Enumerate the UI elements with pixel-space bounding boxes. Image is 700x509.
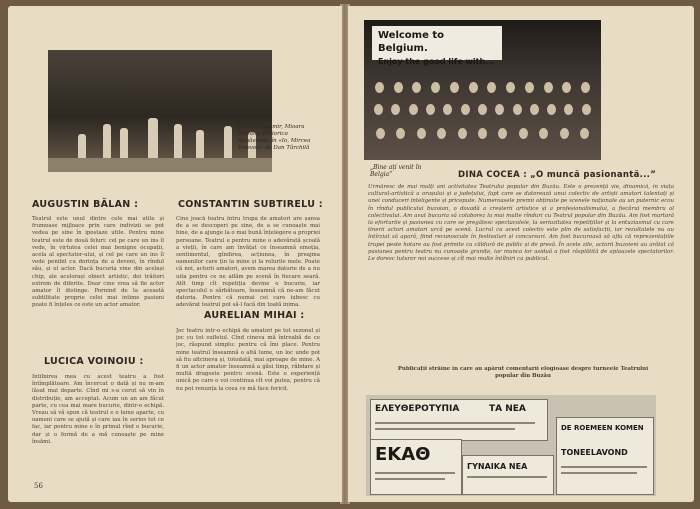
page-number: 56 — [34, 482, 43, 490]
newspaper-title: ΕΚΑΘ — [375, 444, 431, 465]
left-page — [8, 6, 342, 502]
stage-photo-caption: Onița Dragomir, Mioara Olteanu și Viorica Bunăvoiețu în «Io, Mircea Voievod» de Dan Tărchilă — [238, 124, 311, 151]
section-heading-constantin-subtirelu: CONSTANTIN SUBTIRELU : — [178, 199, 323, 210]
newspaper-subtitle: TONEELAVOND — [561, 448, 628, 457]
banner-line-1: Welcome to Belgium. — [378, 30, 445, 54]
right-page — [348, 6, 694, 502]
newspaper-title: ΕΛΕΥΘΕΡΟΤΥΠΙΑ — [375, 404, 460, 414]
section-heading-augustin-balan: AUGUSTIN BĂLAN : — [32, 199, 139, 210]
article-footer: Publicații străine în care au apărut comentarii elogioase despre turneele Teatrului popular din Buzău — [397, 366, 649, 380]
troupe-group-photo — [364, 20, 601, 160]
newspaper-clippings-collage — [366, 395, 656, 496]
newspaper-clipping — [462, 455, 554, 495]
banner-line-2: Enjoy the good life with... — [378, 57, 495, 66]
section-text-lucica-voinoiu: Intîlnirea mea cu acest teatru a fost întîmplătoare. Am încercat o dată și nu m-am lăsat mai departe. Cînd mi s-a cerut să vin în distribuție, am acceptat. Acum un an am făcut parte, cu cea mai mare bucurie, dintr-o echipă. Vreau să vă spun că teatrul e o lume aparte, cu oameni care se ajută și care iau în serios tot ce fac, iar pentru mine e în primul rînd o bucurie, dar și o formă de a mă cunoaște pe mine însămi. — [32, 374, 164, 445]
section-text-constantin-subtirelu: Cine joacă teatru întru trupa de amatori are șansa de a se descoperi pe sine, de a se cunoaște mai bine, de a ajunge la o mai bună înțelegere a propriei persoane. Teatrul e pentru mine o adevărată școală a vieții, în care am învățat ce înseamnă emoția, sentimentul, gîndirea, acțiunea, în preajma oamenilor care țin la mine și la rolurile mele. Poate că noi, actorii amatori, avem marea datorie de a nu uita pentru ce ne aflăm pe scenă în fiecare seară. Atît timp cît repetiția devine o bucurie, iar spectacolul o sărbătoare, înseamnă că ne-am făcut datoria. Pentru că numai cei care iubesc cu adevărat teatrul pot să-l facă din toată inima. — [176, 216, 320, 308]
section-heading-aurelian-mihai: AURELIAN MIHAI : — [204, 310, 305, 321]
section-text-aurelian-mihai: Joc teatru într-o echipă de amatori pe tot sezonul și joc cu tot sufletul. Cînd cineva mă întreabă de ce joc, răspund simplu: pentru că îmi place. Pentru mine teatrul înseamnă o altă lume, un loc unde pot să fiu altcineva și, totodată, mai aproape de mine. A fi un actor amator înseamnă a găsi timp, răbdare și multă dragoste pentru scenă. Este o experiență unică pe care o voi continua cît voi putea, pentru că nu pot renunța la ceea ce mă face fericit. — [176, 328, 320, 392]
welcome-banner — [372, 26, 502, 66]
newspaper-clipping — [370, 399, 548, 441]
newspaper-title: DE ROEMEEN KOMEN — [561, 424, 644, 432]
article-heading: DINA COCEA : „O muncă pasionantă...” — [458, 170, 657, 180]
section-text-augustin-balan: Teatrul este unul dintre cele mai utile și frumoase mijloace prin care indivizii se pot vedea pe sine în ipostaze utile. Pentru mine teatrul este de două feluri: cel pe care un ins îl vede, în virtutea celei mai benigne ocupații, acela al spectator-ului, și cel pe care un ins îl vede penibil cu dorința de a deveni, în rîndul său, și el actor. Dacă bucuria vine din același chip, ale acelorași obiect artistic, doi trăitori extrem de diferite. Doar cine vrea să fie actor amator îl distinge. Pornind de la această subtilitate proprie celei mai intime pasiuni poate fi înțeles ce este un actor amator. — [32, 216, 164, 309]
newspaper-title: ΓΥΝΑΙΚΑ ΝΕΑ — [467, 462, 528, 471]
article-text: Urmăresc de mai mulți ani activitatea Teatrului popular din Buzău. Este o prezență vie, dinamică, în viața cultural-artistică a orașului și a județului, fapt care se datorează unui colectiv de artiști amatori talentați și unei conduceri inteligente și pricepute. Numeroasele premii obținute pe scenele naționale au un puternic ecou în rîndul publicului buzoian, o dovadă a creșterii artistice și a profesionalismului, a fiecărui membru al colectivului. Am avut bucuria să colaborez la mai multe rînduri cu Teatrul popular din Buzău. Am fost martoră la eforturile și pasiunea cu care se pregătesc spectacolele, la seriozitatea repetițiilor și la entuziasmul cu care tinerii actori amatori urcă pe scenă. Lucrul cu acest colectiv este plin de satisfacții, iar rezultatele nu au întîrziat să apară, fiind recunoscute în festivaluri și concursuri. Am fost bucuroasă să aflu că reprezentațiile trupei peste hotare au fost primite cu căldură de public și de presă. În acele zile, actorii buzoieni au arătat că pasiunea pentru teatru nu cunoaște granițe, iar munca lor asiduă a fost răsplătită de aplauzele spectatorilor. Le doresc tuturor noi succese și cît mai multe întîlniri cu publicul. — [368, 184, 674, 263]
newspaper-clipping — [556, 417, 654, 495]
group-photo-caption: „Bine ați venit în Belgia” — [370, 164, 422, 178]
stage-performance-photo — [48, 50, 272, 172]
section-heading-lucica-voinoiu: LUCICA VOINOIU : — [44, 356, 144, 367]
newspaper-subtitle: ΤΑ ΝΕΑ — [489, 404, 526, 414]
newspaper-clipping — [370, 439, 462, 495]
